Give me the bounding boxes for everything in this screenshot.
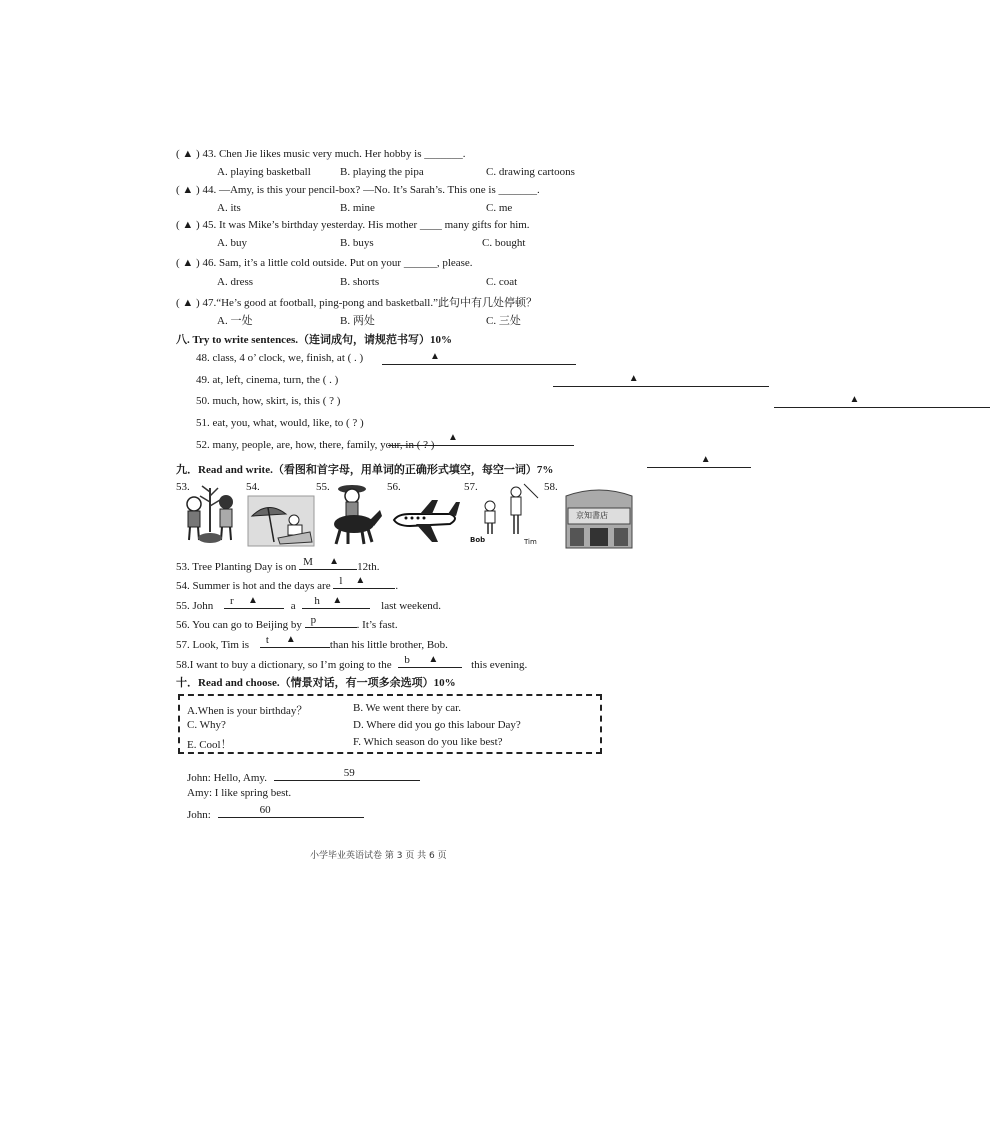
- sentence-55: 55. John r ▲ a h ▲ last weekend.: [176, 595, 442, 612]
- tim-label: Tim: [524, 538, 537, 546]
- answer-line-48[interactable]: ▲: [382, 352, 576, 365]
- answer-line-50[interactable]: ▲: [774, 395, 990, 408]
- option-43b: B. playing the pipa: [340, 166, 424, 178]
- section-9-title: 九．Read and write.（看图和首字母，用单词的正确形式填空，每空一词）7%: [176, 464, 554, 476]
- dialog-line-3: John: 60: [187, 805, 364, 821]
- option-44a: A. its: [217, 202, 241, 214]
- airplane-picture: [390, 494, 462, 546]
- option-b: B. We went there by car.: [353, 702, 461, 714]
- sentence-52: 52. many, people, are, how, there, family, your, in ( ? ): [196, 439, 435, 451]
- question-43: ( ▲ ) 43. Chen Jie likes music very much. Her hobby is _______.: [176, 148, 466, 160]
- option-45b: B. buys: [340, 237, 374, 249]
- bob-and-tim-picture: [468, 484, 540, 544]
- sentence-54: 54. Summer is hot and the days are l ▲ .: [176, 575, 399, 592]
- horse-riding-picture: [322, 480, 386, 548]
- pic-label-53: 53.: [176, 481, 190, 493]
- option-45c: C. bought: [482, 237, 526, 249]
- option-46a: A. dress: [217, 276, 254, 288]
- option-e: E. Cool！: [187, 739, 232, 751]
- option-45a: A. buy: [217, 237, 247, 249]
- option-47c: C. 三处: [486, 315, 521, 327]
- pic-label-55: 55.: [316, 481, 330, 493]
- beach-picture: [248, 496, 314, 546]
- option-47b: B. 两处: [340, 315, 375, 327]
- section-10-title: 十．Read and choose.（情景对话，有一项多余选项）10%: [176, 677, 456, 689]
- bob-label: Bob: [470, 536, 486, 544]
- answer-blank-55b[interactable]: h ▲: [302, 596, 370, 609]
- sentence-49: 49. at, left, cinema, turn, the ( . ): [196, 374, 339, 386]
- option-47a: A. 一处: [217, 315, 253, 327]
- option-44b: B. mine: [340, 202, 375, 214]
- pic-label-54: 54.: [246, 481, 260, 493]
- shop-sign: 京知書店: [576, 511, 608, 520]
- answer-blank-54[interactable]: l ▲: [333, 576, 395, 589]
- sentence-48: 48. class, 4 o’ clock, we, finish, at ( . ): [196, 352, 364, 364]
- option-43a: A. playing basketball: [217, 166, 311, 178]
- answer-blank-53[interactable]: M ▲: [299, 557, 357, 570]
- option-43c: C. drawing cartoons: [486, 166, 575, 178]
- question-44: ( ▲ ) 44. —Amy, is this your pencil-box? —No. It’s Sarah’s. This one is _______.: [176, 184, 540, 196]
- sentence-50: 50. much, how, skirt, is, this ( ? ): [196, 395, 341, 407]
- section-8-title: 八. Try to write sentences.（连词成句，请规范书写）10%: [176, 334, 452, 346]
- pic-label-58: 58.: [544, 481, 558, 493]
- dialog-line-1: John: Hello, Amy. 59: [187, 768, 420, 784]
- option-c: C. Why?: [187, 719, 226, 731]
- page-footer: 小学毕业英语试卷 第 3 页 共 6 页: [310, 851, 447, 861]
- question-46: ( ▲ ) 46. Sam, it’s a little cold outside. Put on your ______, please.: [176, 257, 473, 269]
- pic-label-57: 57.: [464, 481, 478, 493]
- tree-planting-picture: [180, 480, 240, 548]
- option-44c: C. me: [486, 202, 513, 214]
- dialog-line-2: Amy: I like spring best.: [187, 787, 292, 799]
- option-a: A.When is your birthday？: [187, 705, 308, 717]
- answer-blank-57[interactable]: t ▲: [260, 635, 330, 648]
- option-d: D. Where did you go this labour Day?: [353, 719, 521, 731]
- answer-blank-60[interactable]: 60: [218, 805, 364, 818]
- answer-blank-59[interactable]: 59: [274, 768, 420, 781]
- question-45: ( ▲ ) 45. It was Mike’s birthday yesterday. His mother ____ many gifts for him.: [176, 219, 530, 231]
- option-46c: C. coat: [486, 276, 518, 288]
- answer-blank-56[interactable]: p: [305, 615, 357, 628]
- answer-line-49[interactable]: ▲: [553, 374, 769, 387]
- sentence-53: 53. Tree Planting Day is on M ▲ 12th.: [176, 556, 380, 573]
- question-47: ( ▲ ) 47.“He’s good at football, ping-pong and basketball.”此句中有几处停顿？: [176, 297, 537, 309]
- answer-blank-58[interactable]: b ▲: [398, 655, 462, 668]
- answer-line-52[interactable]: ▲: [647, 455, 751, 468]
- sentence-51: 51. eat, you, what, would, like, to ( ? ): [196, 417, 364, 429]
- sentence-56: 56. You can go to Beijing by p . It’s fast.: [176, 614, 398, 631]
- answer-line-51[interactable]: ▲: [388, 433, 574, 446]
- option-46b: B. shorts: [340, 276, 380, 288]
- option-f: F. Which season do you like best?: [353, 736, 503, 748]
- sentence-58: 58.I want to buy a dictionary, so I’m going to the b ▲ this evening.: [176, 654, 528, 671]
- sentence-57: 57. Look, Tim is t ▲ than his little brother, Bob.: [176, 634, 448, 651]
- answer-blank-55a[interactable]: r ▲: [224, 596, 284, 609]
- pic-label-56: 56.: [387, 481, 401, 493]
